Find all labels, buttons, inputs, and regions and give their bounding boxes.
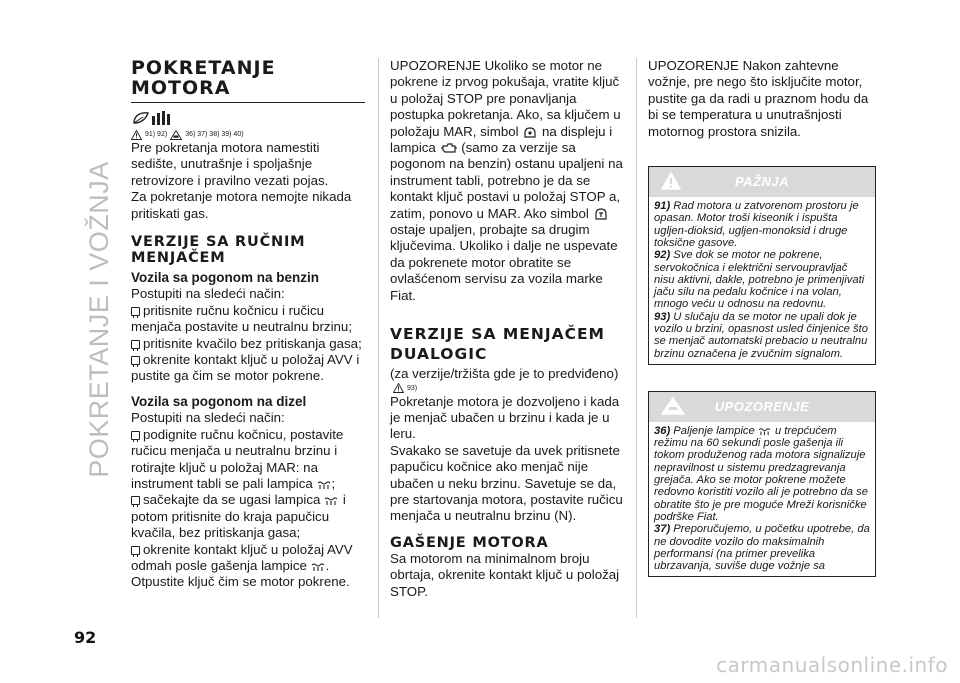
eco-icon <box>131 109 365 129</box>
danger-box <box>648 166 876 365</box>
warning-paragraph: UPOZORENJE Nakon zahtevne vožnje, pre nego što isključite motor, pustite ga da radi u praznom hodu da bi se temperatura u unutrašnjosti motornog prostora snizila. <box>648 58 869 139</box>
paragraph: Sa motorom na minimalnom broju obrtaja, okrenite kontakt ključ u položaj STOP. <box>390 550 620 599</box>
side-chapter-title <box>84 14 114 624</box>
availability-note: (za verzije/tržišta gde je to predviđeno) <box>390 366 619 382</box>
warning-triangle-icon <box>661 172 681 190</box>
engine-light-icon <box>440 142 458 154</box>
note-item: 36) Paljenje lampice u trepćućem režimu na 60 sekundi posle gašenja ili tokom produženog rada motora signalizuje nepravilnost u sistemu predzagrevanja grejača. Ako se motor pokrene možete redovno koristiti vozilo ali je potrebno da se obratite što je pre moguće Mreži korisničke podrške Fiat. <box>654 424 868 523</box>
glow-plug-icon <box>324 496 339 506</box>
bullet-icon <box>131 496 140 505</box>
bullet-icon <box>131 307 140 316</box>
paragraph: Pokretanje motora je dozvoljeno i kada je menjač ubačen u brzinu i kada je u leru. <box>390 393 620 442</box>
list-item: sačekajte da se ugasi lampica i potom pritisnite do kraja papučicu kvačila, bez pritiskanja gasa; <box>131 492 346 541</box>
subheading-diesel: Vozila sa pogonom na dizel <box>131 393 307 409</box>
reference-notes: 93) <box>393 383 624 394</box>
danger-box-title: PAŽNJA <box>734 173 790 189</box>
diesel-intro: Postupiti na sledeći način: <box>131 410 285 426</box>
list-item: podignite ručnu kočnicu, postavite ručicu menjača u neutralnu brzinu i rotirajte ključ u položaj MAR: na instrument tabli se pali lampica ; <box>131 426 344 491</box>
side-chapter-title-text: POKRETANJE I VOŽNJA <box>83 160 114 478</box>
glow-plug-icon <box>311 562 326 572</box>
glow-plug-icon <box>317 480 332 490</box>
bullet-icon <box>131 546 140 555</box>
page-number: 92 <box>74 628 97 647</box>
warning-triangle-icon <box>393 383 404 393</box>
bullet-icon <box>131 431 140 440</box>
note-item: 91) Rad motora u zatvorenom prostoru je opasan. Motor troši kiseonik i ispušta ugljen-dioksid, ugljen-monoksid i druge toksične gasove. <box>654 200 859 249</box>
car-caution-icon <box>170 130 182 140</box>
column-divider <box>378 58 379 618</box>
petrol-intro: Postupiti na sledeći način: <box>131 286 285 302</box>
column-3 <box>648 58 876 577</box>
reference-notes: 91) 92) 36) 37) 38) 39) 40) <box>131 129 365 140</box>
watermark: carmanualsonline.info <box>716 653 948 677</box>
bullet-icon <box>131 356 140 365</box>
paragraph: Svakako se savetuje da uvek pritisnete papučicu kočnice ako menjač nije ubačen u neku brzinu. Savetuje se da, pre startovanja motora, postavite ručicu menjača u neutralnu brzinu (N). <box>390 442 623 524</box>
column-2 <box>390 58 624 600</box>
glow-plug-icon <box>758 427 772 436</box>
section-title: POKRETANJE <box>131 57 276 79</box>
note-item: 37) Preporučujemo, u početku upotrebe, da ne dovodite vozilo do maksimalnih performansi (na primer prevelika ubrzavanja, suviše duge vožnje sa <box>654 523 870 573</box>
caution-box-header <box>649 392 875 422</box>
subsection-title: VERZIJE SA RUČNIM MENJAČEM <box>131 234 306 267</box>
caution-box-title: UPOZORENJE <box>714 398 810 414</box>
bullet-icon <box>131 340 140 349</box>
caution-box-body <box>649 422 875 577</box>
subheading-petrol: Vozila sa pogonom na benzin <box>131 270 320 286</box>
column-1 <box>131 58 365 591</box>
subsection-title: GAŠENJE MOTORA <box>390 534 549 551</box>
note-item: 93) U slučaju da se motor ne upali dok je vozilo u brzini, opasnost usled činjenice što se menjač automatski prebacio u neutralnu brzinu označena je zvučnim signalom. <box>654 310 868 360</box>
warning-triangle-icon <box>131 130 142 140</box>
steering-key-icon <box>593 207 609 220</box>
section-title-line2: MOTORA <box>131 78 365 103</box>
intro-paragraph-2: Za pokretanje motora nemojte nikada pritiskati gas. <box>131 189 352 221</box>
column-divider <box>636 58 637 618</box>
list-item: pritisnite kvačilo bez pritiskanja gasa; <box>131 336 365 352</box>
list-item: okrenite kontakt ključ u položaj AVV odmah posle gašenja lampice . Otpustite ključ čim se motor pokrene. <box>131 541 353 590</box>
danger-box-body <box>649 197 875 364</box>
section-title-line2: DUALOGIC <box>390 345 488 364</box>
note-item: 92) Sve dok se motor ne pokrene, servokočnica i električni servoupravljač nisu aktivni, dakle, potrebno je primenjivati jaču silu na pedalu kočnice i na volan, mnogo veću u odnosu na redovnu. <box>654 249 865 311</box>
car-caution-icon <box>661 397 685 415</box>
intro-paragraph: Pre pokretanja motora namestiti sedište, unutrašnje i spoljašnje retrovizore i pravilno vezati pojas. <box>131 140 329 188</box>
section-title: VERZIJE SA MENJAČEM <box>390 325 605 344</box>
immobilizer-icon <box>522 126 538 138</box>
warning-paragraph: UPOZORENJE Ukoliko se motor ne pokrene iz prvog pokušaja, vratite ključ u položaj STOP pre ponavljanja postupka pokretanja. Ako, sa ključem u položaju MAR, simbol na displeju i lampica (samo za verzije sa pogonom na benzin) ostanu upaljeni na instrument tabli, potrebno je da se kontakt ključ postavi u položaj STOP a, zatim, ponovo u MAR. Ako simbol ostaje upaljen, probajte sa drugim ključevima. Ukoliko i dalje ne uspevate da pokrenete motor obratite se ovlašćenom servisu za vozila marke Fiat. <box>390 58 623 303</box>
list-item: okrenite kontakt ključ u položaj AVV i pustite ga čim se motor pokrene. <box>131 352 360 384</box>
caution-box <box>648 391 876 578</box>
danger-box-header <box>649 167 875 197</box>
list-item: pritisnite ručnu kočnicu i ručicu menjača postavite u neutralnu brzinu; <box>131 302 353 335</box>
